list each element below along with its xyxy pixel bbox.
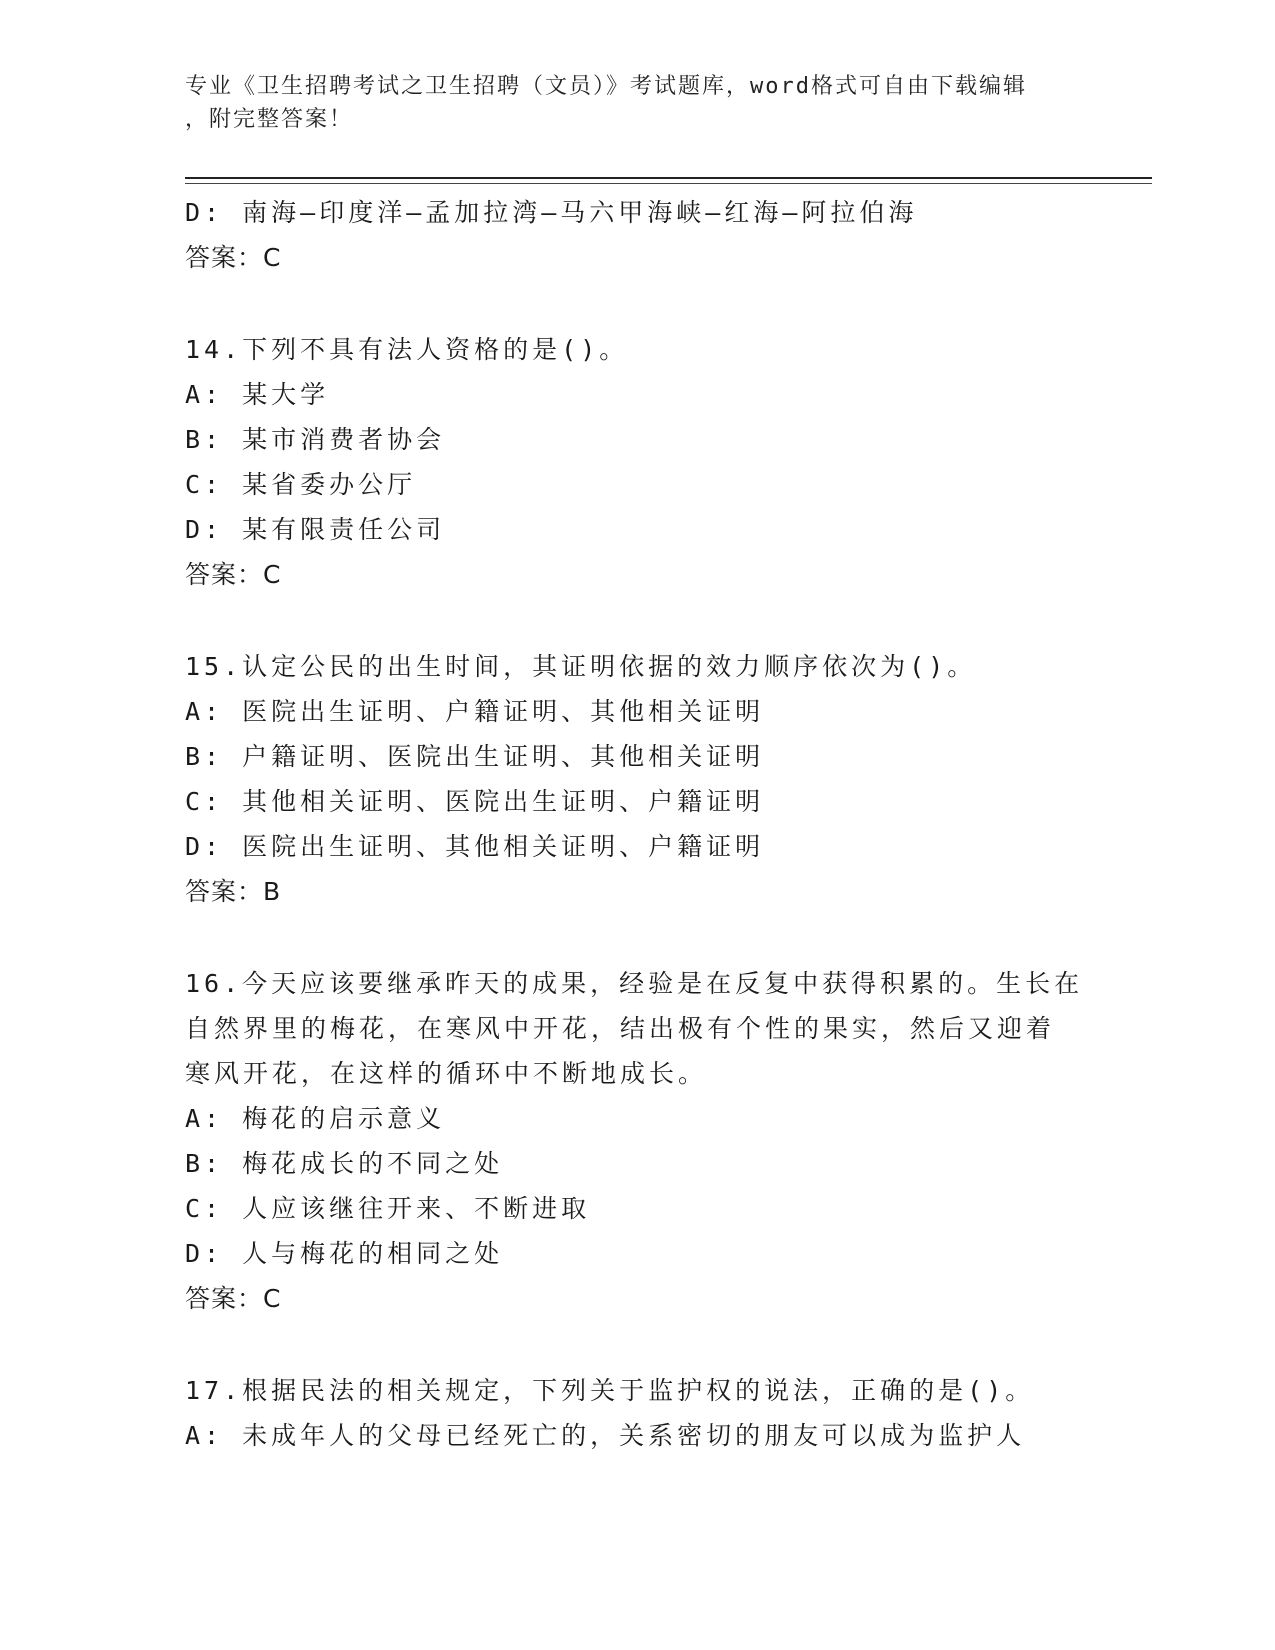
question-stem-line-3: 寒风开花，在这样的循环中不断地成长。 xyxy=(185,1059,708,1088)
question-16 xyxy=(185,961,1085,1321)
option-c: C: 其他相关证明、医院出生证明、户籍证明 xyxy=(185,787,765,816)
question-list xyxy=(185,190,1085,1458)
question-15 xyxy=(185,644,1085,914)
option-d: D: 某有限责任公司 xyxy=(185,515,446,544)
option-d: D: 人与梅花的相同之处 xyxy=(185,1239,504,1268)
answer-line: 答案：C xyxy=(185,1284,282,1313)
answer-line: 答案：B xyxy=(185,877,282,906)
option-b: B: 户籍证明、医院出生证明、其他相关证明 xyxy=(185,742,765,771)
option-b: B: 梅花成长的不同之处 xyxy=(185,1149,504,1178)
answer-line: 答案：C xyxy=(185,243,282,272)
header-divider-thick xyxy=(185,177,1152,179)
header-line-1: 专业《卫生招聘考试之卫生招聘（文员）》考试题库，word格式可自由下载编辑 xyxy=(185,74,1027,99)
question-stem-line-2: 自然界里的梅花，在寒风中开花，结出极有个性的果实，然后又迎着 xyxy=(185,1014,1056,1043)
header-line-2: ，附完整答案！ xyxy=(185,107,354,132)
option-c: C: 某省委办公厅 xyxy=(185,470,417,499)
option-b: B: 某市消费者协会 xyxy=(185,425,446,454)
option-d: D: 南海—印度洋—孟加拉湾—马六甲海峡—红海—阿拉伯海 xyxy=(185,198,918,227)
option-d: D: 医院出生证明、其他相关证明、户籍证明 xyxy=(185,832,765,861)
header-divider-thin xyxy=(185,183,1152,184)
option-a: A: 未成年人的父母已经死亡的，关系密切的朋友可以成为监护人 xyxy=(185,1421,1026,1450)
question-stem: 14.下列不具有法人资格的是()。 xyxy=(185,335,629,364)
question-stem: 15.认定公民的出生时间，其证明依据的效力顺序依次为()。 xyxy=(185,652,977,681)
question-14 xyxy=(185,327,1085,597)
option-a: A: 梅花的启示意义 xyxy=(185,1104,446,1133)
question-stem: 17.根据民法的相关规定，下列关于监护权的说法，正确的是()。 xyxy=(185,1376,1035,1405)
option-a: A: 某大学 xyxy=(185,380,330,409)
question-13 xyxy=(185,190,1085,280)
question-17 xyxy=(185,1368,1085,1458)
answer-line: 答案：C xyxy=(185,560,282,589)
question-stem-line-1: 16.今天应该要继承昨天的成果，经验是在反复中获得积累的。生长在 xyxy=(185,969,1084,998)
document-header xyxy=(185,70,1085,136)
option-a: A: 医院出生证明、户籍证明、其他相关证明 xyxy=(185,697,765,726)
option-c: C: 人应该继往开来、不断进取 xyxy=(185,1194,591,1223)
